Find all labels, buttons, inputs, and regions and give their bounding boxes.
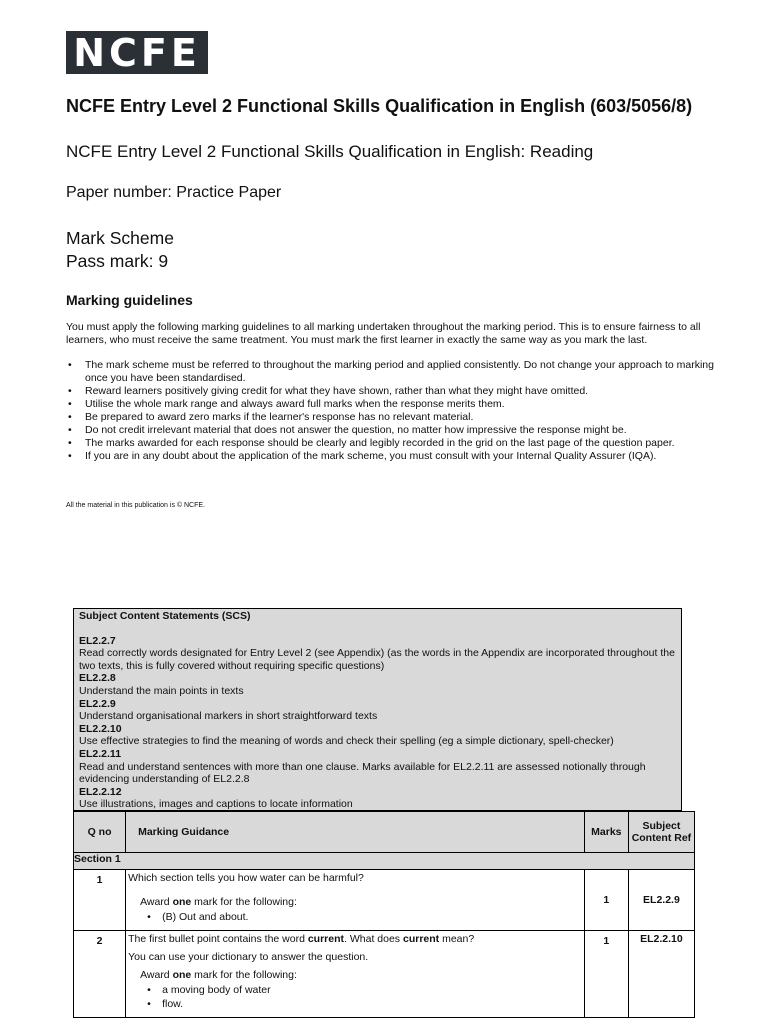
header-qno: Q no [74,812,126,853]
award-prefix: Award [140,969,173,981]
question-text: Which section tells you how water can be harmful? [128,872,364,884]
guidelines-heading: Marking guidelines [66,292,193,308]
marks-value: 1 [584,931,628,1018]
guideline-item: • Do not credit irrelevant material that does not answer the question, no matter how impressive the response might be. [66,424,716,437]
scs-ref: EL2.2.9 [79,697,116,710]
guideline-item: • The mark scheme must be referred to throughout the marking period and applied consistently. Do not change your approach to marking once you have been standardised. [66,359,716,385]
guideline-item: • Be prepared to award zero marks if the learner's response has no relevant material. [66,411,716,424]
question-part: mean? [439,933,475,945]
mark-scheme-block [66,227,174,273]
header-guidance: Marking Guidance [126,812,585,853]
guideline-item: • If you are in any doubt about the application of the mark scheme, you must consult with your Internal Quality Assurer (IQA). [66,450,716,463]
scs-ref: EL2.2.12 [79,785,122,798]
answer-list [128,910,584,924]
award-line [140,896,584,908]
award-suffix: mark for the following: [191,896,297,908]
scs-ref: EL2.2.7 [79,634,116,647]
header-marks: Marks [584,812,628,853]
question-cell [126,931,585,1018]
scs-text: Understand organisational markers in short straightforward texts [79,710,378,723]
guidelines-intro: You must apply the following marking guidelines to all marking undertaken throughout the marking period. This is to ensure fairness to all learners, who must receive the same treatment. You must mark the first learner in exactly the same way as you mark the last. [66,321,701,346]
document-subtitle: NCFE Entry Level 2 Functional Skills Qualification in English: Reading [66,142,594,161]
question-bold: current [307,933,345,945]
answer-item: • flow. [162,997,584,1011]
question-note: You can use your dictionary to answer the question. [128,951,369,963]
section-row [74,853,695,870]
section-label: Section 1 [74,853,695,870]
scs-text: Read and understand sentences with more than one clause. Marks available for EL2.2.11 are assessed notionally through evidencing understanding of EL2.2.8 [79,760,646,786]
table-row [74,870,695,931]
question-number: 2 [74,931,126,1018]
paper-number: Paper number: Practice Paper [66,184,282,201]
pass-mark: Pass mark: 9 [66,251,169,271]
answer-item: • (B) Out and about. [162,910,584,924]
scs-ref: EL2.2.8 [79,672,116,685]
ref-value: EL2.2.10 [628,931,694,1018]
award-prefix: Award [140,896,173,908]
scs-text: Use illustrations, images and captions to locate information [79,798,353,811]
question-bold: current [402,933,440,945]
guidelines-list [66,359,716,463]
award-line [140,969,584,981]
table-header-row [74,812,695,853]
answer-item: • a moving body of water [162,983,584,997]
ncfe-logo: NCFE [66,31,208,74]
guideline-item: • Utilise the whole mark range and always award full marks when the response merits them. [66,398,716,411]
mark-scheme-heading: Mark Scheme [66,228,174,248]
scs-title: Subject Content Statements (SCS) [79,610,251,622]
scs-ref: EL2.2.10 [79,722,122,735]
guideline-item: • Reward learners positively giving credit for what they have shown, rather than what they might have omitted. [66,385,716,398]
marks-value: 1 [584,870,628,931]
guideline-item: • The marks awarded for each response should be clearly and legibly recorded in the grid on the last page of the question paper. [66,437,716,450]
scs-text: Understand the main points in texts [79,684,244,697]
question-part: . What does [344,933,403,945]
header-ref: Subject Content Ref [628,812,694,853]
marking-table [73,811,695,1018]
answer-list [128,983,584,1011]
award-suffix: mark for the following: [191,969,297,981]
copyright-notice: All the material in this publication is © NCFE. [66,502,205,509]
scs-text: Read correctly words designated for Entry Level 2 (see Appendix) (as the words in the Appendix are incorporated throughout the two texts, this is fully covered without requiring specific questions) [79,647,675,672]
question-text [128,933,584,945]
subject-content-statements [73,608,682,811]
scs-ref: EL2.2.11 [79,747,122,760]
award-bold: one [172,969,192,981]
ref-value: EL2.2.9 [628,870,694,931]
scs-text: Use effective strategies to find the meaning of words and check their spelling (eg a simple dictionary, spell-checker) [79,735,614,748]
question-part: The first bullet point contains the word [128,933,308,945]
award-bold: one [172,896,192,908]
question-cell [126,870,585,931]
table-row [74,931,695,1018]
document-title: NCFE Entry Level 2 Functional Skills Qualification in English (603/5056/8) [66,96,693,116]
question-number: 1 [74,870,126,931]
